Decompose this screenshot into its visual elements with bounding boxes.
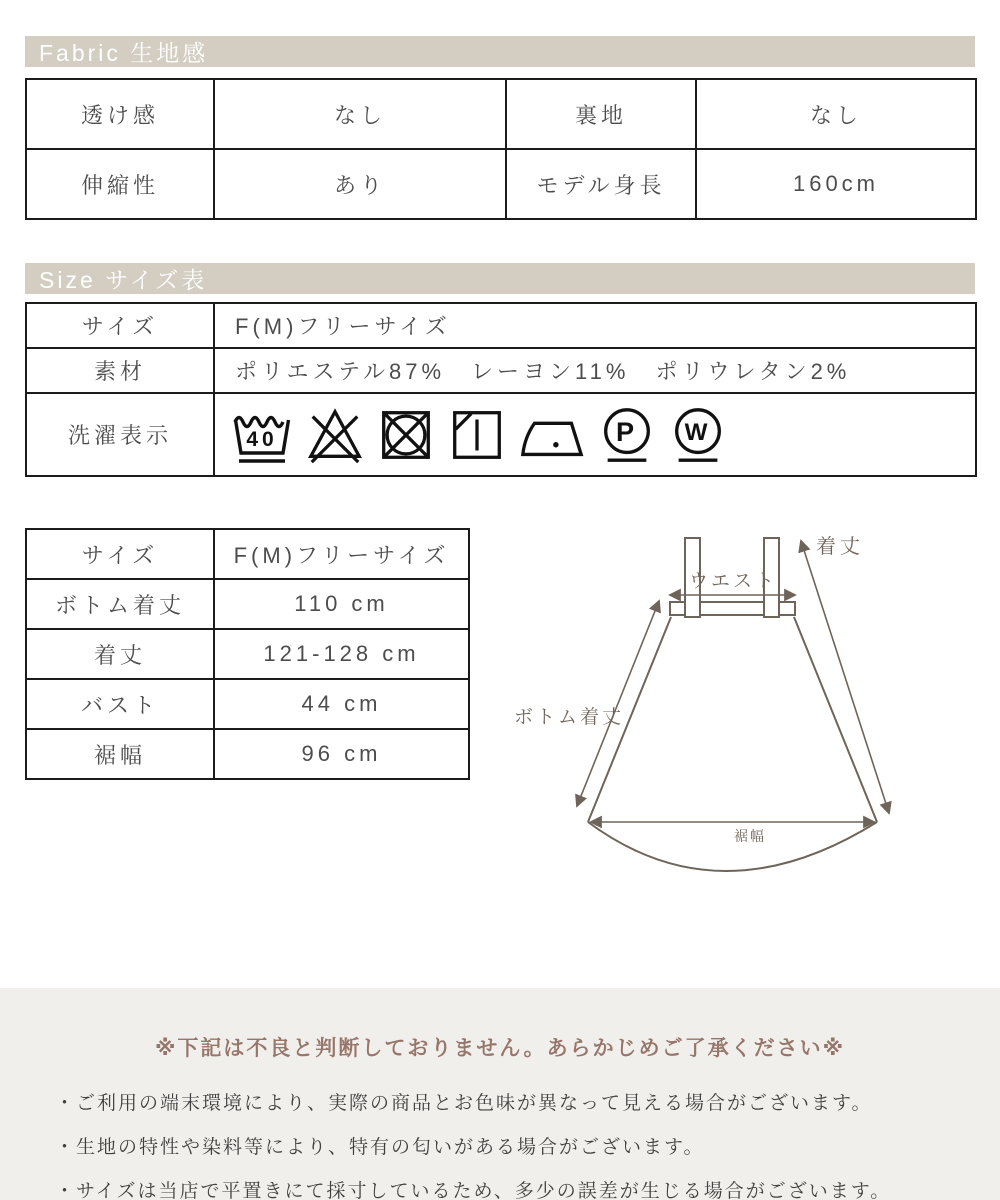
fabric-section-title: Fabric 生地感 xyxy=(39,40,209,66)
measure-label-hem-width: 裾幅 xyxy=(26,729,214,779)
measurements-table xyxy=(25,528,470,780)
dry-clean-p-gentle-icon xyxy=(596,403,658,467)
care-label: 洗濯表示 xyxy=(26,393,214,476)
size-section-title: Size サイズ表 xyxy=(39,267,208,293)
table-row xyxy=(26,393,976,476)
fabric-value-model-height: 160cm xyxy=(696,149,976,219)
measure-label-bottom-length: ボトム着丈 xyxy=(26,579,214,629)
table-row xyxy=(26,149,976,219)
line-dry-in-shade-icon xyxy=(446,403,508,467)
iron-low-icon xyxy=(517,403,587,467)
table-row xyxy=(26,579,469,629)
bottom-length-label: ボトム着丈 xyxy=(514,707,625,728)
table-row xyxy=(26,348,976,393)
fabric-table xyxy=(25,78,977,220)
measure-value-length: 121-128 cm xyxy=(214,629,469,679)
fabric-label-lining: 裏地 xyxy=(506,79,696,149)
wash-40-gentle-icon xyxy=(229,403,295,467)
disclaimer-heading: ※下記は不良と判断しておりません。あらかじめご了承ください※ xyxy=(154,1037,846,1060)
bottom-length-measure-arrow xyxy=(577,601,659,806)
disclaimer-list xyxy=(0,1082,1000,1200)
table-row xyxy=(26,303,976,348)
table-row xyxy=(26,79,976,149)
care-icons-cell xyxy=(214,393,976,476)
material-value: ポリエステル87% レーヨン11% ポリウレタン2% xyxy=(214,348,976,393)
measure-value-bust: 44 cm xyxy=(214,679,469,729)
size-section-header xyxy=(25,263,975,294)
material-label: 素材 xyxy=(26,348,214,393)
list-item: ・生地の特性や染料等により、特有の匂いがある場合がございます。 xyxy=(55,1137,705,1158)
skirt-hem-curve xyxy=(588,822,877,871)
fabric-label-stretch: 伸縮性 xyxy=(26,149,214,219)
fabric-value-stretch: あり xyxy=(214,149,506,219)
total-length-measure-arrow xyxy=(801,541,889,813)
no-bleach-icon xyxy=(304,403,366,467)
svg-text:W: W xyxy=(684,418,712,446)
list-item: ・ご利用の端末環境により、実際の商品とお色味が異なって見える場合がございます。 xyxy=(55,1093,873,1114)
list-item: ・サイズは当店で平置きにて採寸しているため、多少の誤差が生じる場合がございます。 xyxy=(55,1181,892,1200)
fabric-label-sheerness: 透け感 xyxy=(26,79,214,149)
size-label: サイズ xyxy=(26,303,214,348)
length-label: 着丈 xyxy=(816,536,864,558)
size-value: F(M)フリーサイズ xyxy=(214,303,976,348)
svg-text:40: 40 xyxy=(246,427,278,451)
fabric-section-header xyxy=(25,36,975,67)
garment-measurement-diagram xyxy=(500,520,980,895)
hem-width-label: 裾幅 xyxy=(734,828,766,844)
fabric-value-sheerness: なし xyxy=(214,79,506,149)
table-row xyxy=(26,729,469,779)
fabric-label-model-height: モデル身長 xyxy=(506,149,696,219)
no-tumble-dry-icon xyxy=(375,403,437,467)
table-row xyxy=(26,529,469,579)
table-row xyxy=(26,679,469,729)
wet-clean-w-gentle-icon xyxy=(667,403,729,467)
svg-text:P: P xyxy=(616,415,638,447)
size-info-table xyxy=(25,302,977,477)
measure-label-size: サイズ xyxy=(26,529,214,579)
waist-label: ウエスト xyxy=(688,571,778,592)
measure-label-length: 着丈 xyxy=(26,629,214,679)
measure-value-bottom-length: 110 cm xyxy=(214,579,469,629)
fabric-value-lining: なし xyxy=(696,79,976,149)
measure-value-size: F(M)フリーサイズ xyxy=(214,529,469,579)
disclaimer-section xyxy=(0,988,1000,1200)
measure-label-bust: バスト xyxy=(26,679,214,729)
table-row xyxy=(26,629,469,679)
measure-value-hem-width: 96 cm xyxy=(214,729,469,779)
